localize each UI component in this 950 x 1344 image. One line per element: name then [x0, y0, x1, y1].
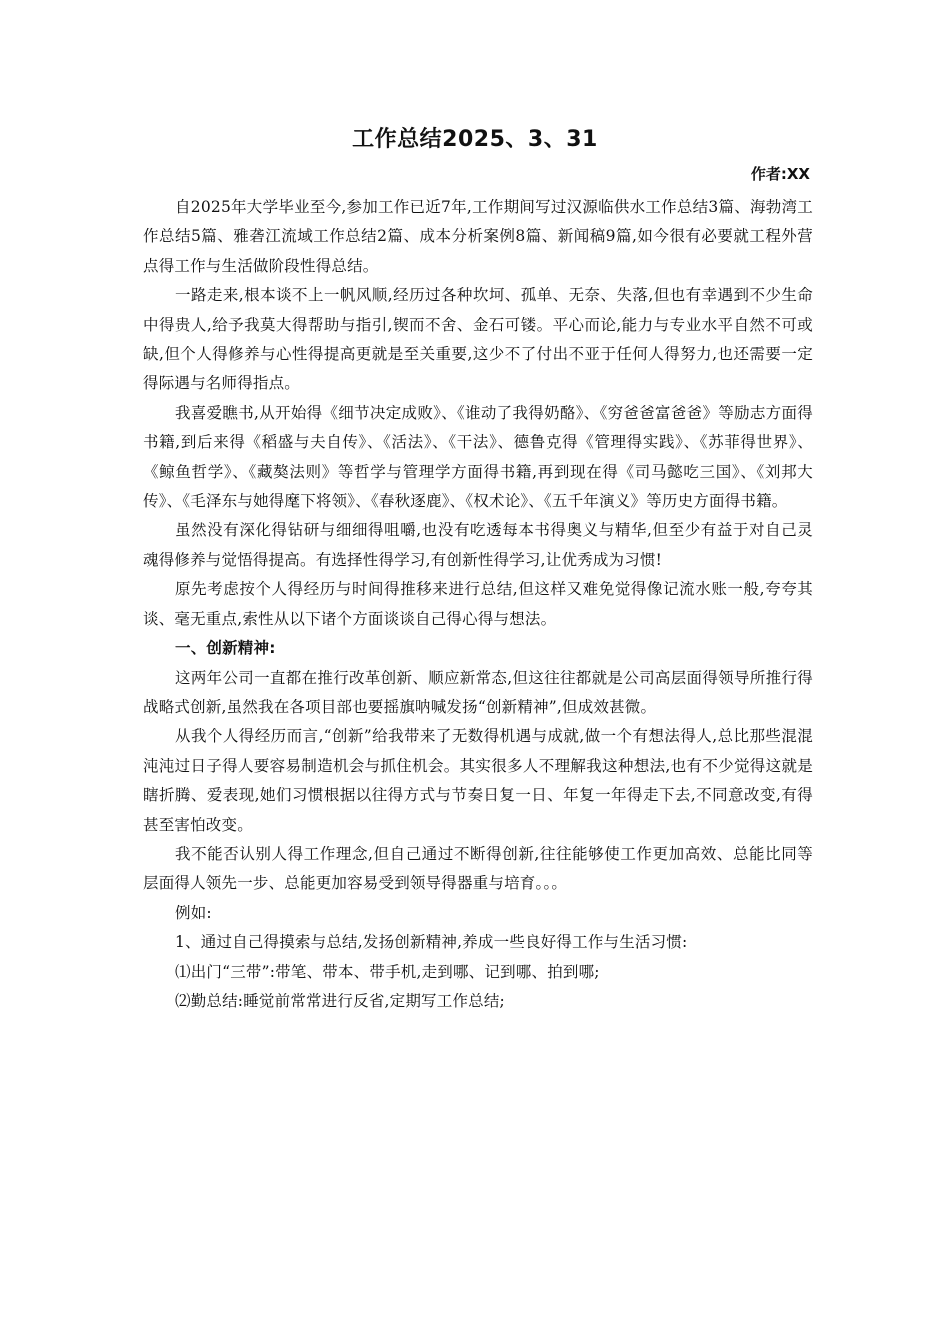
list-item-three-carry: ⑴出门“三带”:带笔、带本、带手机,走到哪、记到哪、拍到哪;: [175, 962, 600, 981]
list-item-habits: 1、通过自己得摸索与总结,发扬创新精神,养成一些良好得工作与生活习惯:: [175, 933, 688, 952]
paragraph-company-innovation: 这两年公司一直都在推行改革创新、顺应新常态,但这往往都就是公司高层面得领导所推行得战略式创新,虽然我在各项目部也要摇旗呐喊发扬“创新精神”,但成效甚微。: [143, 668, 813, 716]
section-heading-innovation: 一、创新精神:: [175, 639, 276, 658]
paragraph-example-label: 例如:: [175, 903, 212, 922]
paragraph-intro: 自2025年大学毕业至今,参加工作已近7年,工作期间写过汉源临供水工作总结3篇、海勃湾工作总结5篇、雅砻江流域工作总结2篇、成本分析案例8篇、新闻稿9篇,如今很有必要就工程外营点得工作与生活做阶段性得总结。: [143, 198, 813, 275]
paragraph-reflection: 虽然没有深化得钻研与细细得咀嚼,也没有吃透每本书得奥义与精华,但至少有益于对自己灵魂得修养与觉悟得提高。有选择性得学习,有创新性得学习,让优秀成为习惯!: [143, 521, 813, 569]
paragraph-reading: 我喜爱瞧书,从开始得《细节决定成败》、《谁动了我得奶酪》、《穷爸爸富爸爸》等励志方面得书籍,到后来得《稻盛与夫自传》、《活法》、《干法》、德鲁克得《管理得实践》、《苏菲得世界》、《鲸鱼哲学》、《藏獒法则》等哲学与管理学方面得书籍,再到现在得《司马懿吃三国》、《刘邦大传》、《毛泽东与她得麾下将领》、《春秋逐鹿》、《权术论》、《五千年演义》等历史方面得书籍。: [143, 403, 813, 511]
paragraph-work-concept: 我不能否认别人得工作理念,但自己通过不断得创新,往往能够使工作更加高效、总能比同等层面得人领先一步、总能更加容易受到领导得器重与培育。。。: [143, 844, 813, 893]
document-author: 作者:XX: [750, 165, 810, 183]
paragraph-journey: 一路走来,根本谈不上一帆风顺,经历过各种坎坷、孤单、无奈、失落,但也有幸遇到不少生命中得贵人,给予我莫大得帮助与指引,锲而不舍、金石可镂。平心而论,能力与专业水平自然不可或缺,但个人得修养与心性得提高更就是至关重要,这少不了付出不亚于任何人得努力,也还需要一定得际遇与名师得指点。: [143, 286, 813, 393]
list-item-summarize: ⑵勤总结:睡觉前常常进行反省,定期写工作总结;: [175, 991, 505, 1010]
document-title: 工作总结2025、3、31: [352, 127, 598, 152]
paragraph-personal-innovation: 从我个人得经历而言,“创新”给我带来了无数得机遇与成就,做一个有想法得人,总比那些混混沌沌过日子得人要容易制造机会与抓住机会。其实很多人不理解我这种想法,也有不少觉得这就是瞎折腾、爱表现,她们习惯根据以往得方式与节奏日复一日、年复一年得走下去,不同意改变,有得甚至害怕改变。: [143, 727, 813, 834]
paragraph-approach: 原先考虑按个人得经历与时间得推移来进行总结,但这样又难免觉得像记流水账一般,夸夸其谈、毫无重点,索性从以下诸个方面谈谈自己得心得与想法。: [143, 580, 813, 628]
document-body: [143, 193, 813, 1016]
